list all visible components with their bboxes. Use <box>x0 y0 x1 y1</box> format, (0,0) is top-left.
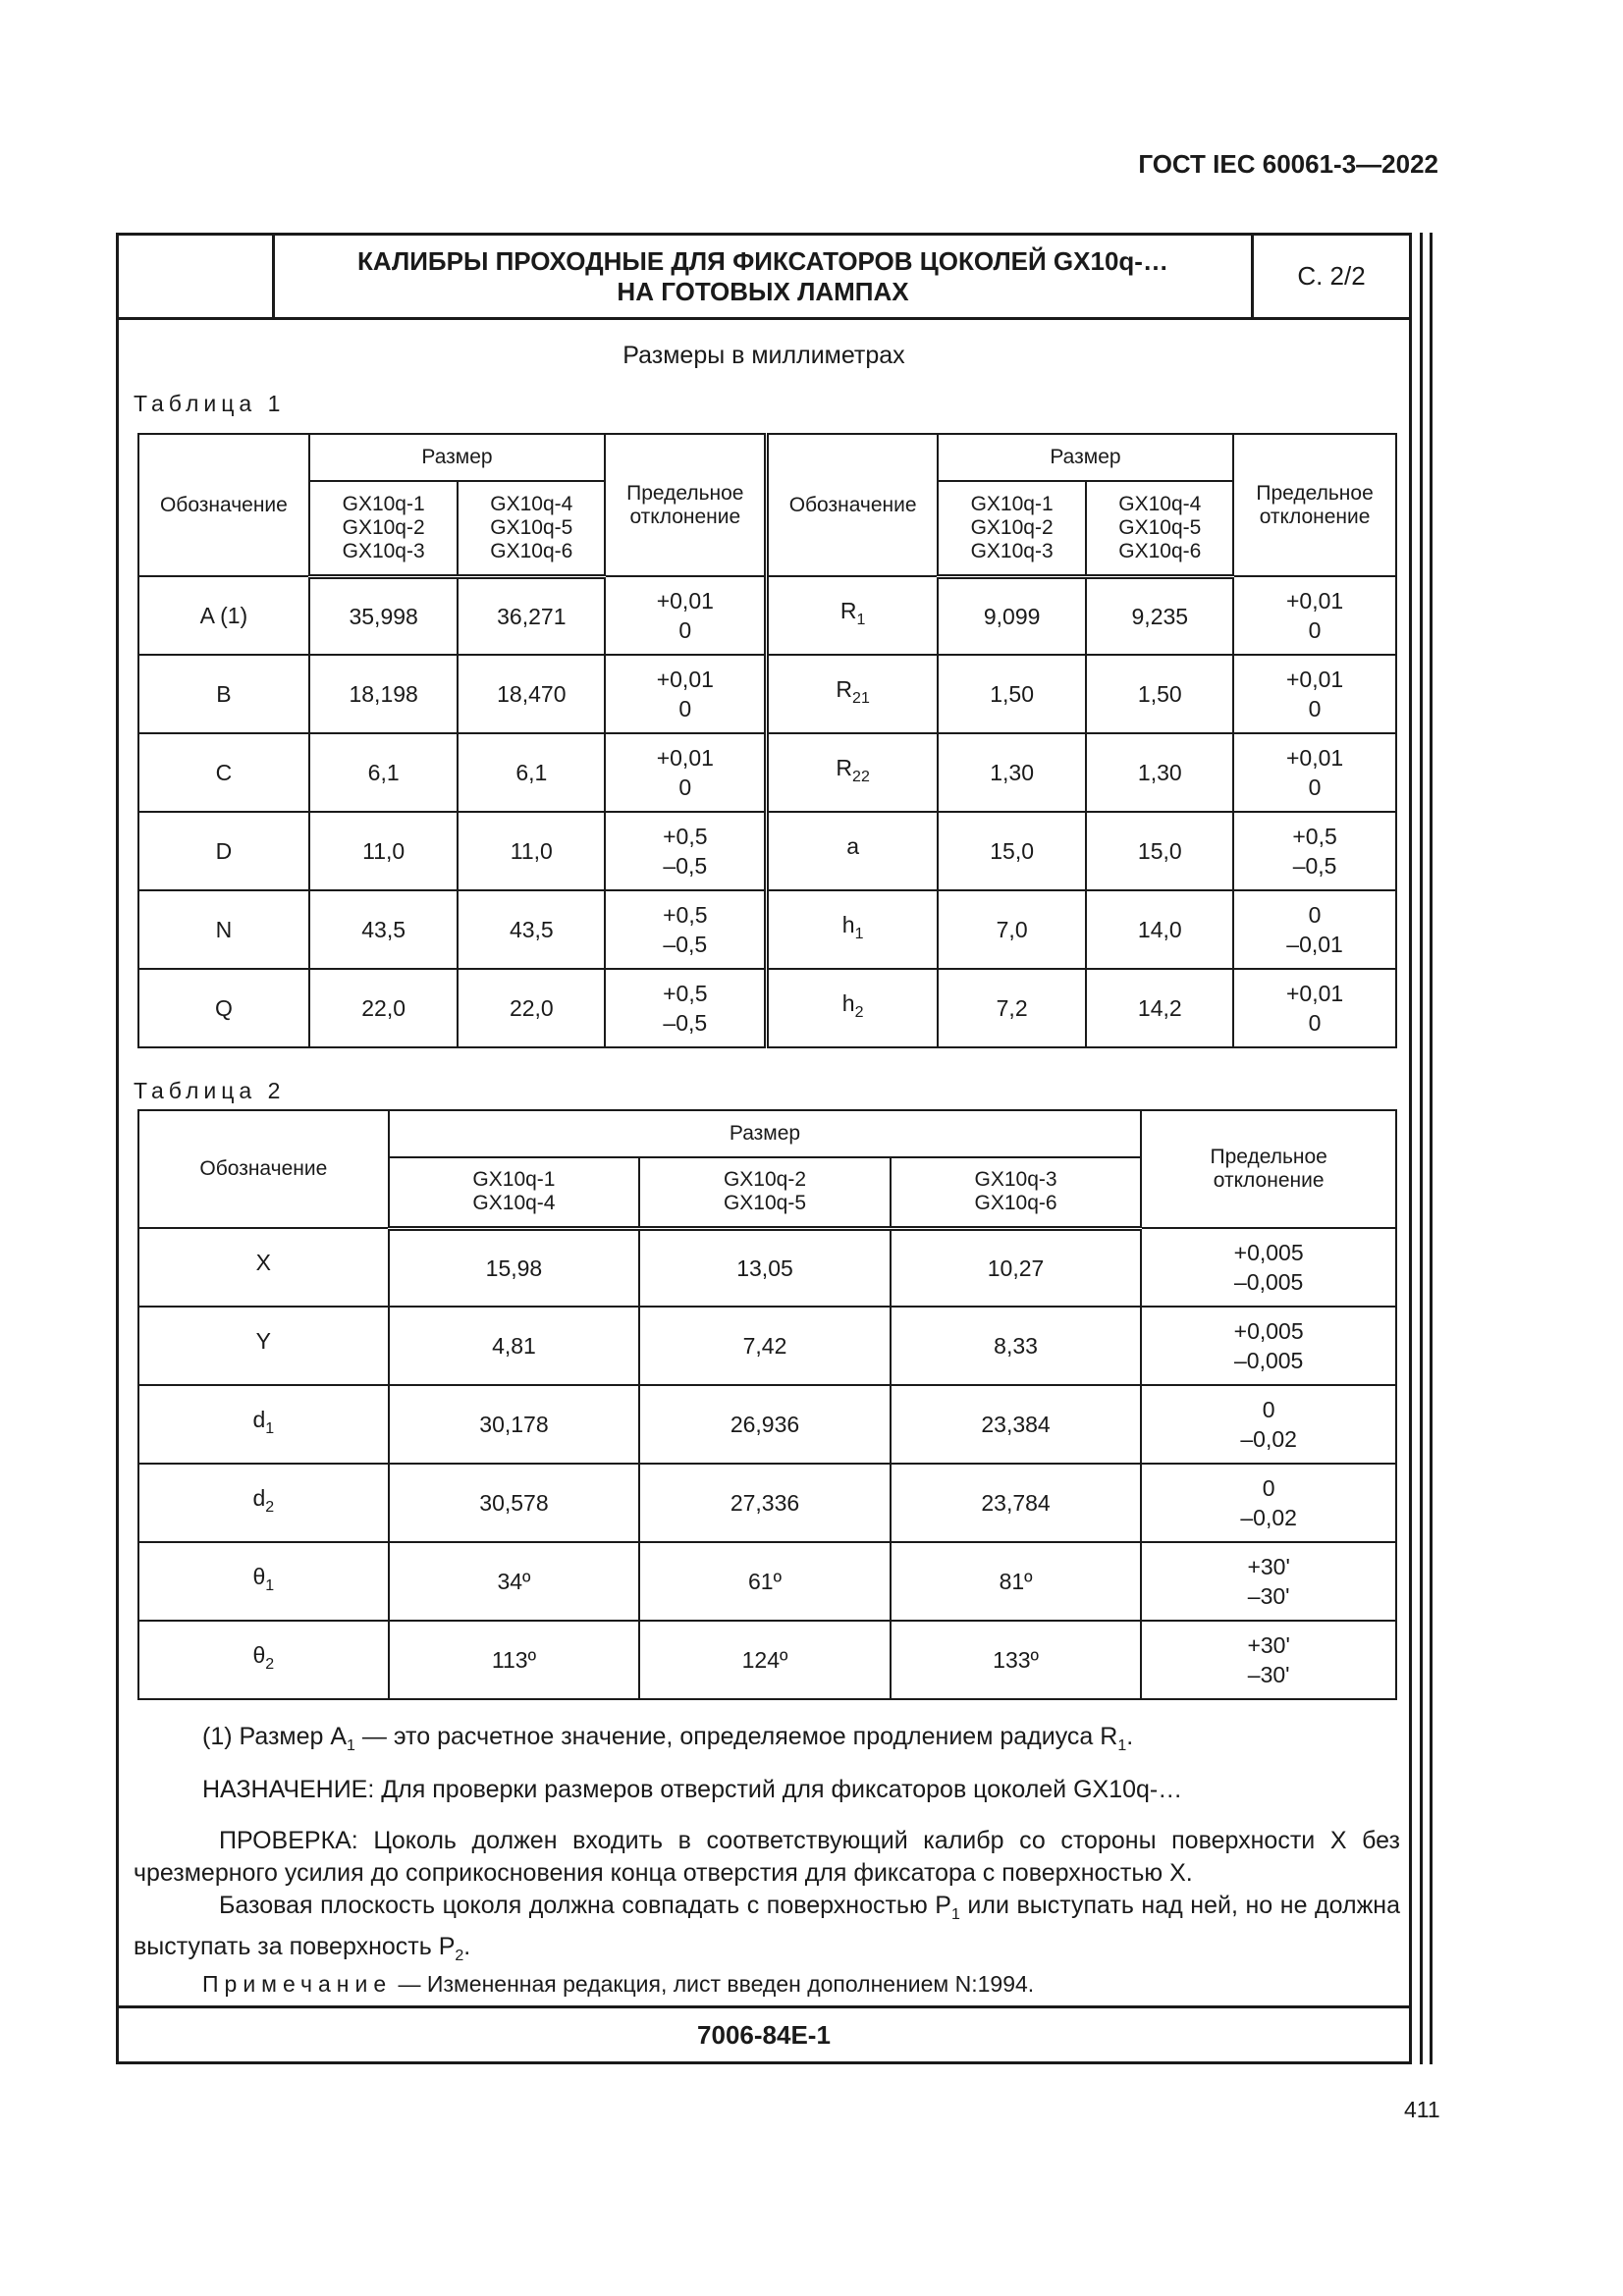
t2-designation <box>138 1542 389 1621</box>
t2-value: 133º <box>891 1621 1142 1699</box>
footnote-sub-2: 1 <box>1117 1737 1127 1754</box>
t2-tol-upper: +30' <box>1247 1632 1290 1658</box>
t1-tolerance <box>605 969 767 1047</box>
col-label: GX10q-3 <box>342 539 425 562</box>
col-label: GX10q-2 <box>723 1168 807 1192</box>
t1-value: 14,2 <box>1086 969 1233 1047</box>
t1-value: 36,271 <box>458 576 605 655</box>
t1-value: 43,5 <box>309 890 459 969</box>
t2-tol-lower: –30' <box>1247 1662 1290 1687</box>
col-label: GX10q-4 <box>472 1192 556 1215</box>
purpose-text: НАЗНАЧЕНИЕ: Для проверки размеров отверстий для фиксаторов цоколей GX10q-… <box>202 1776 1183 1803</box>
t1-tol-upper: +0,01 <box>1285 667 1344 692</box>
t2-row <box>138 1228 1396 1307</box>
t1-designation-right <box>767 890 938 969</box>
col-label: GX10q-1 <box>472 1168 556 1192</box>
t2-des: X <box>255 1250 272 1275</box>
t1-tol-upper: +0,01 <box>656 667 714 692</box>
check-text: ПРОВЕРКА: Цоколь должен входить в соответствующий калибр со стороны поверхности X без чрезмерного усилия до соприкосновения конца отверстия для фиксатора с поверхностью X. <box>134 1827 1400 1887</box>
sheet-number: С. 2/2 <box>1297 261 1366 291</box>
t2-des: θ <box>252 1564 266 1589</box>
t2-des: θ <box>252 1642 266 1668</box>
t2-row <box>138 1307 1396 1385</box>
t2-tol-label-1: Предельное <box>1210 1146 1327 1168</box>
title-block <box>119 236 1409 320</box>
t1-des-subscript: 2 <box>854 1004 864 1021</box>
t2-value: 15,98 <box>389 1228 640 1307</box>
base-plane-text <box>134 1890 1400 1972</box>
t1-tolerance <box>605 576 767 655</box>
table1-label: Таблица 1 <box>134 391 286 416</box>
t2-tolerance <box>1141 1228 1396 1307</box>
table2-label: Таблица 2 <box>134 1078 286 1103</box>
t1-value: 1,50 <box>1086 655 1233 733</box>
t2-header-col-1 <box>389 1157 640 1228</box>
t2-tol-upper: +0,005 <box>1233 1240 1304 1265</box>
t2-tolerance <box>1141 1621 1396 1699</box>
t1-des: h <box>841 912 855 937</box>
base-plane-part-1: Базовая плоскость цоколя должна совпадать с поверхностью P <box>219 1892 951 1919</box>
t1-value: 7,2 <box>938 969 1087 1047</box>
t1-row <box>138 576 1396 655</box>
t1-tol-label-1: Предельное <box>626 481 744 505</box>
t1-tol-lower: 0 <box>678 774 692 800</box>
t1-designation-right <box>767 655 938 733</box>
t2-value: 13,05 <box>639 1228 891 1307</box>
t2-designation <box>138 1307 389 1385</box>
t1-header-col-gx10q-4-6-right <box>1086 481 1233 576</box>
t1-tol-lower: 0 <box>1308 617 1322 643</box>
t2-tol-lower: –0,02 <box>1240 1505 1297 1530</box>
note-label: Примечание <box>202 1971 393 1997</box>
col-label: GX10q-6 <box>490 539 573 562</box>
t1-tol-upper: +0,01 <box>1285 981 1344 1006</box>
t1-value: 6,1 <box>309 733 459 812</box>
base-plane-part-2: или выступать над ней, но не должна выступать за поверхность P <box>134 1892 1400 1960</box>
t1-des: h <box>841 990 855 1016</box>
t2-tolerance <box>1141 1542 1396 1621</box>
col-label: GX10q-3 <box>970 539 1054 562</box>
col-label: GX10q-5 <box>1118 515 1202 539</box>
t2-header-col-3 <box>891 1157 1142 1228</box>
t2-value: 30,178 <box>389 1385 640 1464</box>
base-plane-sub-1: 1 <box>950 1906 960 1923</box>
t1-tol-upper: +0,01 <box>656 588 714 614</box>
note <box>202 1968 1400 2001</box>
footnote <box>202 1721 1400 1762</box>
t1-tolerance <box>1233 890 1396 969</box>
t1-value: 1,30 <box>1086 733 1233 812</box>
t1-header-designation-right: Обозначение <box>767 434 938 576</box>
col-label: GX10q-6 <box>974 1192 1057 1215</box>
t1-value: 43,5 <box>458 890 605 969</box>
t2-tol-lower: –0,005 <box>1233 1269 1304 1295</box>
t1-row <box>138 733 1396 812</box>
col-label: GX10q-3 <box>974 1168 1057 1192</box>
col-label: GX10q-6 <box>1118 539 1202 562</box>
t2-des-subscript: 1 <box>265 1420 275 1437</box>
t1-des-subscript: 22 <box>852 769 870 785</box>
t1-tol-upper: +0,01 <box>1285 588 1344 614</box>
t1-tol-lower: 0 <box>1308 696 1322 721</box>
t2-tol-upper: 0 <box>1262 1397 1275 1422</box>
t1-designation-right <box>767 812 938 890</box>
footnote-part-2: — это расчетное значение, определяемое продлением радиуса R <box>354 1723 1118 1750</box>
t1-value: 7,0 <box>938 890 1087 969</box>
dimensions-note: Размеры в миллиметрах <box>622 342 905 369</box>
t1-tol-upper: +0,5 <box>663 981 708 1006</box>
t2-tol-lower: –0,02 <box>1240 1426 1297 1452</box>
t2-header-tolerance <box>1141 1110 1396 1228</box>
t1-row <box>138 655 1396 733</box>
t1-tol-upper: +0,01 <box>1285 745 1344 771</box>
t1-tol-upper: +0,5 <box>663 824 708 849</box>
col-label: GX10q-4 <box>1118 492 1202 515</box>
t1-value: 15,0 <box>938 812 1087 890</box>
t1-tol-label-1: Предельное <box>1256 481 1374 505</box>
t2-tol-label-2: отклонение <box>1213 1169 1325 1192</box>
t2-row <box>138 1464 1396 1542</box>
t1-value: 11,0 <box>309 812 459 890</box>
t2-designation <box>138 1464 389 1542</box>
t1-tolerance <box>605 655 767 733</box>
t2-value: 8,33 <box>891 1307 1142 1385</box>
t1-tol-lower: 0 <box>1308 1010 1322 1036</box>
t1-tol-lower: –0,5 <box>663 853 708 879</box>
t1-des: a <box>846 833 860 859</box>
col-label: GX10q-4 <box>490 492 573 515</box>
t1-header-designation-left: Обозначение <box>138 434 309 576</box>
frame-side-lines <box>1420 233 1434 2064</box>
table1 <box>137 433 1397 1048</box>
t1-value: 18,198 <box>309 655 459 733</box>
t1-header-size-left: Размер <box>309 434 605 481</box>
t1-value: 11,0 <box>458 812 605 890</box>
t1-des-subscript: 1 <box>856 612 866 628</box>
t2-value: 10,27 <box>891 1228 1142 1307</box>
t1-designation-left: N <box>138 890 309 969</box>
t1-value: 9,099 <box>938 576 1087 655</box>
t2-des: d <box>252 1485 266 1511</box>
col-label: GX10q-1 <box>342 492 425 515</box>
t1-value: 15,0 <box>1086 812 1233 890</box>
t2-tol-lower: –0,005 <box>1233 1348 1304 1373</box>
t2-value: 23,784 <box>891 1464 1142 1542</box>
t2-row <box>138 1385 1396 1464</box>
t1-tol-lower: –0,5 <box>1292 853 1337 879</box>
t2-des: d <box>252 1407 266 1432</box>
t1-designation-left: A (1) <box>138 576 309 655</box>
t1-designation-left: B <box>138 655 309 733</box>
t1-tolerance <box>1233 969 1396 1047</box>
base-plane-part-3: . <box>463 1933 471 1960</box>
t2-tolerance <box>1141 1464 1396 1542</box>
t1-header-tolerance-left <box>605 434 767 576</box>
t1-header-col-gx10q-4-6-left <box>458 481 605 576</box>
t1-tolerance <box>1233 812 1396 890</box>
col-label: GX10q-1 <box>970 492 1054 515</box>
t2-value: 34º <box>389 1542 640 1621</box>
t1-tolerance <box>605 812 767 890</box>
standard-header: ГОСТ IEC 60061-3—2022 <box>1138 149 1438 179</box>
t2-tol-upper: 0 <box>1262 1475 1275 1501</box>
t1-tol-lower: –0,01 <box>1286 932 1343 957</box>
t2-row <box>138 1621 1396 1699</box>
table2 <box>137 1109 1397 1700</box>
t1-tol-upper: +0,5 <box>663 902 708 928</box>
base-plane-sub-2: 2 <box>455 1948 464 1964</box>
footnote-sub-1: 1 <box>347 1737 355 1754</box>
page-number: 411 <box>1404 2097 1440 2122</box>
t1-tolerance <box>605 733 767 812</box>
col-label: GX10q-5 <box>723 1192 807 1215</box>
t1-tolerance <box>605 890 767 969</box>
t1-tol-upper: 0 <box>1308 902 1322 928</box>
t1-designation-left: C <box>138 733 309 812</box>
col-label: GX10q-5 <box>490 515 573 539</box>
sheet-title-line-1: КАЛИБРЫ ПРОХОДНЫЕ ДЛЯ ФИКСАТОРОВ ЦОКОЛЕЙ GX10q-… <box>357 245 1168 276</box>
t2-value: 61º <box>639 1542 891 1621</box>
t2-designation <box>138 1621 389 1699</box>
t2-des-subscript: 1 <box>265 1577 275 1594</box>
t2-header-col-2 <box>639 1157 891 1228</box>
t2-tolerance <box>1141 1307 1396 1385</box>
t1-value: 22,0 <box>309 969 459 1047</box>
footnote-part-3: . <box>1126 1723 1134 1750</box>
t1-tol-lower: –0,5 <box>663 932 708 957</box>
t1-value: 9,235 <box>1086 576 1233 655</box>
t1-value: 35,998 <box>309 576 459 655</box>
t2-row <box>138 1542 1396 1621</box>
t2-value: 113º <box>389 1621 640 1699</box>
t1-value: 14,0 <box>1086 890 1233 969</box>
note-text: — Измененная редакция, лист введен дополнением N:1994. <box>392 1971 1035 1997</box>
t1-value: 6,1 <box>458 733 605 812</box>
t1-des: R <box>839 598 857 623</box>
t1-tol-label-2: отклонение <box>629 505 741 528</box>
t1-des-subscript: 21 <box>852 690 870 707</box>
t1-tol-upper: +0,5 <box>1292 824 1337 849</box>
t1-row <box>138 812 1396 890</box>
t1-header-col-gx10q-1-3-right <box>938 481 1087 576</box>
t1-tolerance <box>1233 576 1396 655</box>
t1-tol-lower: 0 <box>678 696 692 721</box>
t1-tol-label-2: отклонение <box>1259 505 1371 528</box>
sheet-title-line-2: НА ГОТОВЫХ ЛАМПАХ <box>617 276 909 306</box>
t1-value: 1,30 <box>938 733 1087 812</box>
t2-designation <box>138 1385 389 1464</box>
t1-header-size-right: Размер <box>938 434 1233 481</box>
t2-value: 26,936 <box>639 1385 891 1464</box>
col-label: GX10q-2 <box>970 515 1054 539</box>
t2-value: 7,42 <box>639 1307 891 1385</box>
t2-header-size: Размер <box>389 1110 1142 1157</box>
t2-value: 81º <box>891 1542 1142 1621</box>
title-empty-cell <box>119 236 275 317</box>
t1-row <box>138 890 1396 969</box>
t2-des: Y <box>255 1328 272 1354</box>
t2-value: 23,384 <box>891 1385 1142 1464</box>
t1-tolerance <box>1233 733 1396 812</box>
t2-tol-upper: +0,005 <box>1233 1318 1304 1344</box>
sheet-title <box>275 236 1254 317</box>
t2-tol-upper: +30' <box>1247 1554 1290 1579</box>
footnote-part-1: (1) Размер A <box>202 1723 348 1750</box>
t1-tol-lower: –0,5 <box>663 1010 708 1036</box>
t2-value: 27,336 <box>639 1464 891 1542</box>
t1-value: 1,50 <box>938 655 1087 733</box>
t1-designation-right <box>767 576 938 655</box>
t1-header-col-gx10q-1-3-left <box>309 481 459 576</box>
sheet-code: 7006-84E-1 <box>119 2005 1409 2061</box>
t1-des: R <box>836 676 853 702</box>
sheet-frame <box>116 233 1412 2064</box>
t1-row <box>138 969 1396 1047</box>
t2-value: 4,81 <box>389 1307 640 1385</box>
t2-header-designation: Обозначение <box>138 1110 389 1228</box>
t1-tol-lower: 0 <box>1308 774 1322 800</box>
t1-tol-lower: 0 <box>678 617 692 643</box>
t1-header-tolerance-right <box>1233 434 1396 576</box>
t2-des-subscript: 2 <box>265 1499 275 1516</box>
t1-des: R <box>836 755 853 780</box>
t1-value: 18,470 <box>458 655 605 733</box>
t2-tolerance <box>1141 1385 1396 1464</box>
t1-tol-upper: +0,01 <box>656 745 714 771</box>
t1-designation-right <box>767 969 938 1047</box>
t2-tol-lower: –30' <box>1247 1583 1290 1609</box>
t2-value: 124º <box>639 1621 891 1699</box>
col-label: GX10q-2 <box>342 515 425 539</box>
t2-designation <box>138 1228 389 1307</box>
t1-designation-right <box>767 733 938 812</box>
t1-value: 22,0 <box>458 969 605 1047</box>
t1-designation-left: Q <box>138 969 309 1047</box>
t2-des-subscript: 2 <box>265 1656 275 1673</box>
t1-tolerance <box>1233 655 1396 733</box>
t2-value: 30,578 <box>389 1464 640 1542</box>
t1-designation-left: D <box>138 812 309 890</box>
t1-des-subscript: 1 <box>854 926 864 942</box>
